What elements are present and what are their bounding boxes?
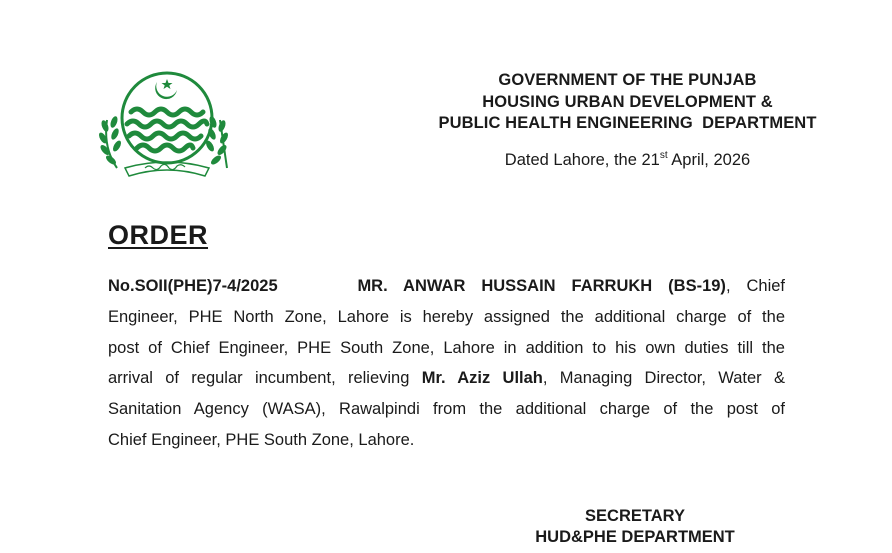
order-body	[108, 271, 785, 456]
relieved-officer-name: Mr. Aziz Ullah	[421, 369, 543, 388]
order-line-1-rest: , Chief	[725, 277, 785, 295]
signature-block	[500, 506, 770, 548]
order-heading: ORDER	[108, 220, 209, 250]
date-rest: April, 2026	[667, 151, 751, 169]
order-line-4-start: arrival of regular incumbent, relieving	[108, 369, 422, 388]
order-number: No.SOII(PHE)7-4/2025	[108, 277, 278, 295]
signatory-title: SECRETARY	[585, 507, 685, 525]
order-line-5: Sanitation Agency (WASA), Rawalpindi from the additional charge of the post of	[108, 400, 785, 419]
officer-grade: (BS-19)	[668, 277, 726, 295]
date-prefix: Dated Lahore, the 21	[504, 151, 660, 169]
header-line-housing: HOUSING URBAN DEVELOPMENT &	[482, 92, 773, 111]
order-line-4-end: , Managing Director, Water &	[542, 369, 785, 388]
order-line-4	[108, 363, 785, 394]
officer-name: MR. ANWAR HUSSAIN FARRUKH	[357, 277, 653, 295]
letterhead	[400, 70, 855, 135]
order-line-6: Chief Engineer, PHE South Zone, Lahore.	[108, 430, 415, 449]
order-line-1	[108, 271, 785, 302]
header-line-department: PUBLIC HEALTH ENGINEERING DEPARTMENT	[438, 114, 817, 132]
date-ordinal-suffix: st	[659, 150, 668, 161]
signatory-department: HUD&PHE DEPARTMENT	[535, 528, 735, 546]
header-line-government: GOVERNMENT OF THE PUNJAB	[498, 71, 757, 89]
punjab-emblem-logo	[95, 68, 240, 186]
date-line	[400, 150, 855, 170]
order-line-2: Engineer, PHE North Zone, Lahore is hereby assigned the additional charge of the	[108, 307, 785, 326]
order-line-3: post of Chief Engineer, PHE South Zone, Lahore in addition to his own duties till the	[108, 338, 785, 357]
